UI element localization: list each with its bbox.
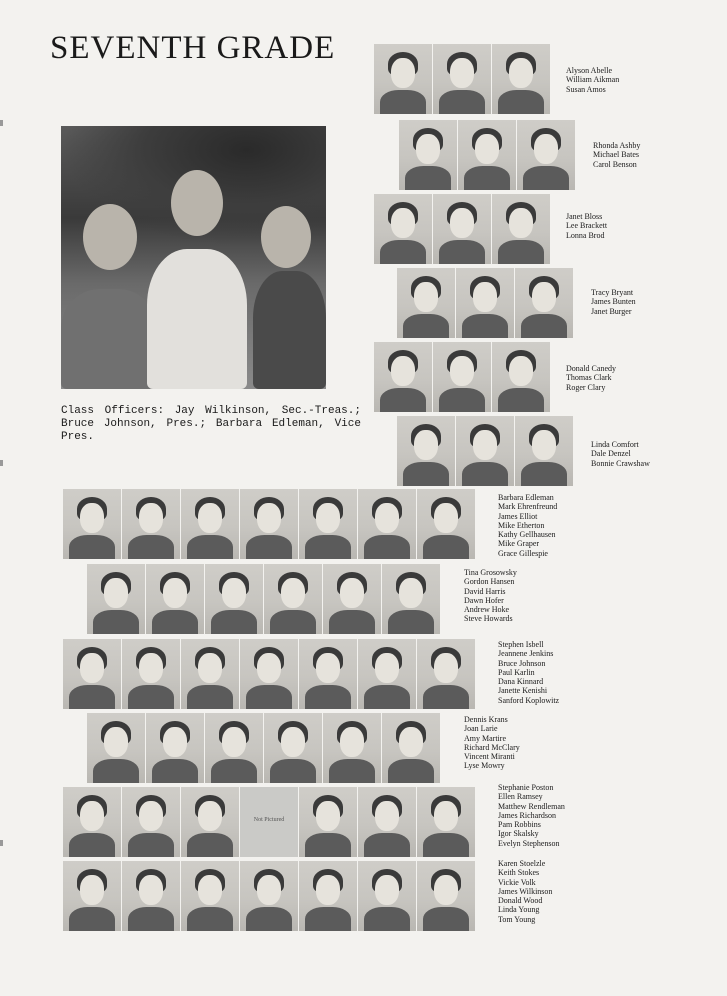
photo-row bbox=[87, 713, 441, 783]
student-name: Lonna Brod bbox=[566, 230, 605, 240]
student-photo bbox=[358, 861, 416, 931]
student-photo bbox=[492, 44, 550, 114]
student-photo bbox=[515, 416, 573, 486]
student-name: Steve Howards bbox=[464, 614, 513, 624]
student-name: Linda Comfort bbox=[591, 440, 639, 449]
student-photo bbox=[63, 787, 121, 857]
student-name: Michael Bates bbox=[593, 150, 639, 160]
student-name: Linda Young bbox=[498, 905, 540, 915]
not-pictured-placeholder bbox=[240, 787, 298, 857]
name-list bbox=[591, 440, 650, 468]
student-photo bbox=[374, 342, 432, 412]
photo-row bbox=[87, 564, 441, 634]
student-photo bbox=[63, 861, 121, 931]
student-name: Barbara Edleman bbox=[498, 493, 554, 502]
student-photo bbox=[264, 564, 322, 634]
student-name: Kathy Gellhausen bbox=[498, 530, 556, 540]
student-name: Tracy Bryant bbox=[591, 288, 634, 297]
student-photo bbox=[205, 713, 263, 783]
student-name: Joan Larie bbox=[464, 724, 498, 734]
student-name: James Wilkinson bbox=[498, 886, 553, 896]
student-photo bbox=[374, 44, 432, 114]
officer-left-body bbox=[61, 289, 157, 389]
student-name: Vickie Volk bbox=[498, 877, 536, 887]
name-list bbox=[566, 66, 619, 94]
student-name: David Harris bbox=[464, 586, 506, 596]
photo-row bbox=[374, 194, 551, 264]
student-name: Bonnie Crawshaw bbox=[591, 458, 650, 468]
student-photo bbox=[146, 713, 204, 783]
student-name: Jeannene Jenkins bbox=[498, 649, 554, 659]
student-name: Mike Etherton bbox=[498, 520, 545, 530]
student-photo bbox=[299, 787, 357, 857]
student-photo bbox=[397, 416, 455, 486]
student-photo bbox=[63, 639, 121, 709]
student-photo bbox=[323, 713, 381, 783]
student-photo bbox=[240, 639, 298, 709]
student-photo bbox=[146, 564, 204, 634]
name-list bbox=[566, 364, 616, 392]
student-name: Dale Denzel bbox=[591, 449, 631, 459]
student-name: Bruce Johnson bbox=[498, 658, 546, 668]
student-name: Karen Stoelzle bbox=[498, 859, 546, 868]
binder-hole-mark bbox=[0, 840, 3, 846]
student-photo bbox=[456, 416, 514, 486]
officer-left-head bbox=[83, 204, 137, 270]
student-photo bbox=[417, 639, 475, 709]
student-photo bbox=[205, 564, 263, 634]
student-name: Ellen Ramsey bbox=[498, 792, 543, 802]
name-list bbox=[593, 141, 640, 169]
student-name: Amy Martire bbox=[464, 733, 506, 743]
student-name: Dawn Hofer bbox=[464, 595, 504, 605]
student-name: Donald Canedy bbox=[566, 364, 616, 373]
student-photo bbox=[456, 268, 514, 338]
officer-center-head bbox=[171, 170, 223, 236]
student-name: Andrew Hoke bbox=[464, 605, 510, 615]
student-photo bbox=[417, 787, 475, 857]
student-name: Tom Young bbox=[498, 914, 536, 924]
binder-hole-mark bbox=[0, 120, 3, 126]
photo-row bbox=[374, 342, 551, 412]
photo-row bbox=[399, 120, 576, 190]
student-photo bbox=[433, 342, 491, 412]
student-photo bbox=[181, 787, 239, 857]
student-name: Roger Clary bbox=[566, 382, 606, 392]
student-photo bbox=[458, 120, 516, 190]
student-name: Stephanie Poston bbox=[498, 783, 554, 792]
student-photo bbox=[492, 342, 550, 412]
photo-row bbox=[397, 268, 574, 338]
student-name: James Elliot bbox=[498, 511, 538, 521]
not-pictured-label: Not Pictured bbox=[253, 817, 285, 823]
student-photo bbox=[299, 489, 357, 559]
student-name: Evelyn Stephenson bbox=[498, 838, 560, 848]
student-photo bbox=[382, 713, 440, 783]
student-photo bbox=[517, 120, 575, 190]
student-photo bbox=[122, 861, 180, 931]
student-photo bbox=[63, 489, 121, 559]
student-photo bbox=[299, 639, 357, 709]
student-name: William Aikman bbox=[566, 75, 620, 85]
student-photo bbox=[87, 713, 145, 783]
student-name: Alyson Abelle bbox=[566, 66, 612, 75]
photo-row bbox=[63, 861, 476, 931]
student-name: Igor Skalsky bbox=[498, 829, 539, 839]
photo-row bbox=[63, 489, 476, 559]
student-name: James Bunten bbox=[591, 297, 636, 307]
student-photo bbox=[374, 194, 432, 264]
student-photo bbox=[492, 194, 550, 264]
student-name: Matthew Rendleman bbox=[498, 801, 565, 811]
student-name: Keith Stokes bbox=[498, 868, 540, 878]
student-photo bbox=[87, 564, 145, 634]
student-photo bbox=[181, 639, 239, 709]
page-title: SEVENTH GRADE bbox=[50, 30, 336, 66]
student-photo bbox=[399, 120, 457, 190]
name-list bbox=[498, 640, 559, 705]
student-name: Richard McClary bbox=[464, 742, 520, 752]
name-list bbox=[464, 715, 520, 771]
student-name: Sanford Koplowitz bbox=[498, 695, 560, 705]
student-photo bbox=[240, 861, 298, 931]
binder-hole-mark bbox=[0, 460, 3, 466]
student-name: James Richardson bbox=[498, 810, 556, 820]
student-name: Gordon Hansen bbox=[464, 577, 515, 587]
student-photo bbox=[181, 489, 239, 559]
student-photo bbox=[433, 194, 491, 264]
student-photo bbox=[181, 861, 239, 931]
name-list bbox=[566, 212, 607, 240]
photo-row bbox=[63, 639, 476, 709]
student-photo bbox=[358, 639, 416, 709]
student-photo bbox=[358, 787, 416, 857]
student-name: Pam Robbins bbox=[498, 820, 541, 830]
name-list bbox=[591, 288, 636, 316]
student-name: Lee Brackett bbox=[566, 221, 608, 231]
student-photo bbox=[382, 564, 440, 634]
name-list bbox=[464, 568, 517, 624]
student-name: Dana Kinnard bbox=[498, 677, 544, 687]
photo-row bbox=[374, 44, 551, 114]
student-photo bbox=[515, 268, 573, 338]
student-name: Stephen Isbell bbox=[498, 640, 544, 649]
student-name: Thomas Clark bbox=[566, 373, 612, 383]
student-photo bbox=[122, 639, 180, 709]
photo-row bbox=[397, 416, 574, 486]
officer-center-body bbox=[147, 249, 247, 389]
student-name: Janet Bloss bbox=[566, 212, 603, 221]
student-photo bbox=[417, 489, 475, 559]
student-photo bbox=[323, 564, 381, 634]
student-name: Donald Wood bbox=[498, 896, 543, 906]
name-list bbox=[498, 859, 552, 924]
officers-caption: Class Officers: Jay Wilkinson, Sec.-Treas.; Bruce Johnson, Pres.; Barbara Edleman, Vice Pres. bbox=[61, 405, 361, 443]
student-name: Carol Benson bbox=[593, 159, 637, 169]
student-name: Grace Gillespie bbox=[498, 548, 548, 558]
student-photo bbox=[122, 787, 180, 857]
student-photo bbox=[299, 861, 357, 931]
photo-row bbox=[63, 787, 476, 857]
student-name: Vincent Miranti bbox=[464, 752, 515, 762]
student-name: Mark Ehrenfreund bbox=[498, 502, 558, 512]
student-name: Dennis Krans bbox=[464, 715, 508, 724]
officer-right-body bbox=[253, 271, 326, 389]
student-name: Susan Amos bbox=[566, 84, 606, 94]
student-name: Janet Burger bbox=[591, 306, 632, 316]
student-photo bbox=[264, 713, 322, 783]
student-photo bbox=[433, 44, 491, 114]
student-name: Paul Karlin bbox=[498, 667, 535, 677]
student-photo bbox=[358, 489, 416, 559]
student-name: Rhonda Ashby bbox=[593, 141, 641, 150]
student-name: Janette Kenishi bbox=[498, 686, 548, 696]
student-name: Tina Grosowsky bbox=[464, 568, 517, 577]
student-photo bbox=[122, 489, 180, 559]
class-officers-photo bbox=[61, 126, 326, 389]
officer-right-head bbox=[261, 206, 311, 268]
student-name: Mike Graper bbox=[498, 539, 540, 549]
name-list bbox=[498, 783, 565, 848]
student-photo bbox=[240, 489, 298, 559]
student-photo bbox=[417, 861, 475, 931]
name-list bbox=[498, 493, 557, 558]
student-photo bbox=[397, 268, 455, 338]
student-name: Lyse Mowry bbox=[464, 761, 505, 771]
